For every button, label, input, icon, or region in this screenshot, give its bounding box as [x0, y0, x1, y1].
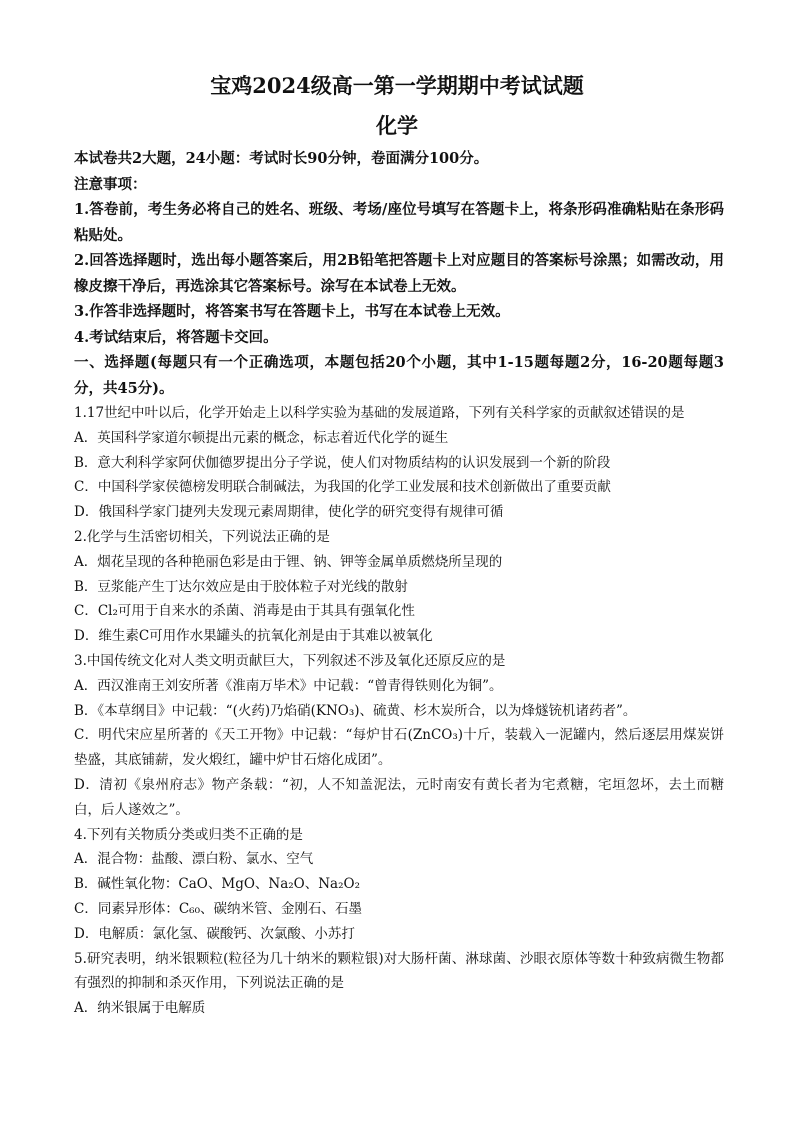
question-option: D．电解质：氯化氢、碳酸钙、次氯酸、小苏打: [74, 925, 355, 942]
exam-summary: 本试卷共2大题，24小题：考试时长90分钟，卷面满分100分。: [74, 150, 489, 167]
question-option: B．豆浆能产生丁达尔效应是由于胶体粒子对光线的散射: [74, 578, 408, 595]
question-option: A．混合物：盐酸、漂白粉、氯水、空气: [74, 851, 314, 868]
question-option: C．同素异形体：C₆₀、碳纳米管、金刚石、石墨: [74, 900, 362, 917]
subject-title: 化学: [376, 113, 418, 138]
question-option: B．碱性氧化物：CaO、MgO、Na₂O、Na₂O₂: [74, 876, 360, 893]
note-item-2: 2.回答选择题时，选出每小题答案后，用2B铅笔把答题卡上对应题目的答案标号涂黑；如需改动，用橡皮擦干净后，再选涂其它答案标号。涂写在本试卷上无效。: [74, 252, 724, 295]
question-stem: 1.17世纪中叶以后，化学开始走上以科学实验为基础的发展道路，下列有关科学家的贡献叙述错误的是: [74, 405, 685, 421]
question-option: C．明代宋应星所著的《天工开物》中记载：“每炉甘石(ZnCO₃)十斤，装载入一泥罐内，然后逐层用煤炭饼垫盛，其底铺薪，发火煅红，罐中炉甘石熔化成团”。: [74, 727, 724, 769]
note-item-3: 3.作答非选择题时，将答案书写在答题卡上，书写在本试卷上无效。: [74, 303, 510, 320]
question-option: A．纳米银属于电解质: [74, 1000, 206, 1017]
question-2: [74, 525, 724, 649]
question-option: D．俄国科学家门捷列夫发现元素周期律，使化学的研究变得有规律可循: [74, 504, 504, 521]
question-stem: 5.研究表明，纳米银颗粒(粒径为几十纳米的颗粒银)对大肠杆菌、淋球菌、沙眼衣原体等数十种致病微生物都有强烈的抑制和杀灭作用，下列说法正确的是: [74, 950, 724, 992]
question-option: C．中国科学家侯德榜发明联合制碱法，为我国的化学工业发展和技术创新做出了重要贡献: [74, 479, 611, 496]
question-5: [74, 947, 724, 1021]
question-option: A．英国科学家道尔顿提出元素的概念，标志着近代化学的诞生: [74, 429, 449, 446]
question-3: [74, 649, 724, 823]
question-stem: 3.中国传统文化对人类文明贡献巨大，下列叙述不涉及氧化还原反应的是: [74, 652, 506, 669]
question-option: A．烟花呈现的各种艳丽色彩是由于锂、钠、钾等金属单质燃烧所呈现的: [74, 553, 503, 570]
notes-heading: 注意事项：: [74, 175, 147, 193]
question-1: [74, 401, 724, 525]
question-option: B．意大利科学家阿伏伽德罗提出分子学说，使人们对物质结构的认识发展到一个新的阶段: [74, 454, 611, 471]
question-option: D．清初《泉州府志》物产条载：“初，人不知盖泥法，元时南安有黄长者为宅煮糖，宅垣忽坏，去土而糖白，后人遂效之”。: [74, 776, 724, 818]
question-option: A．西汉淮南王刘安所著《淮南万毕术》中记载：“曾青得铁则化为铜”。: [74, 677, 503, 694]
section-heading: 一、选择题(每题只有一个正确选项，本题包括20个小题，其中1-15题每题2分，16-20题每题3分，共45分)。: [74, 354, 724, 397]
exam-title: 宝鸡2024级高一第一学期期中考试试题: [210, 73, 584, 98]
exam-content: [74, 146, 724, 1021]
question-option: C．Cl₂可用于自来水的杀菌、消毒是由于其具有强氧化性: [74, 603, 415, 620]
note-item-1: 1.答卷前，考生务必将自己的姓名、班级、考场/座位号填写在答题卡上，将条形码准确粘贴在条形码粘贴处。: [74, 201, 724, 244]
question-4: [74, 823, 724, 947]
question-stem: 4.下列有关物质分类或归类不正确的是: [74, 826, 303, 843]
question-stem: 2.化学与生活密切相关，下列说法正确的是: [74, 528, 330, 545]
question-option: D．维生素C可用作水果罐头的抗氧化剂是由于其难以被氧化: [74, 628, 433, 645]
question-option: B．《本草纲目》中记载：“(火药)乃焰硝(KNO₃)、硫黄、杉木炭所合，以为烽燧铳机诸药者”。: [74, 702, 637, 719]
note-item-4: 4.考试结束后，将答题卡交回。: [74, 328, 278, 346]
